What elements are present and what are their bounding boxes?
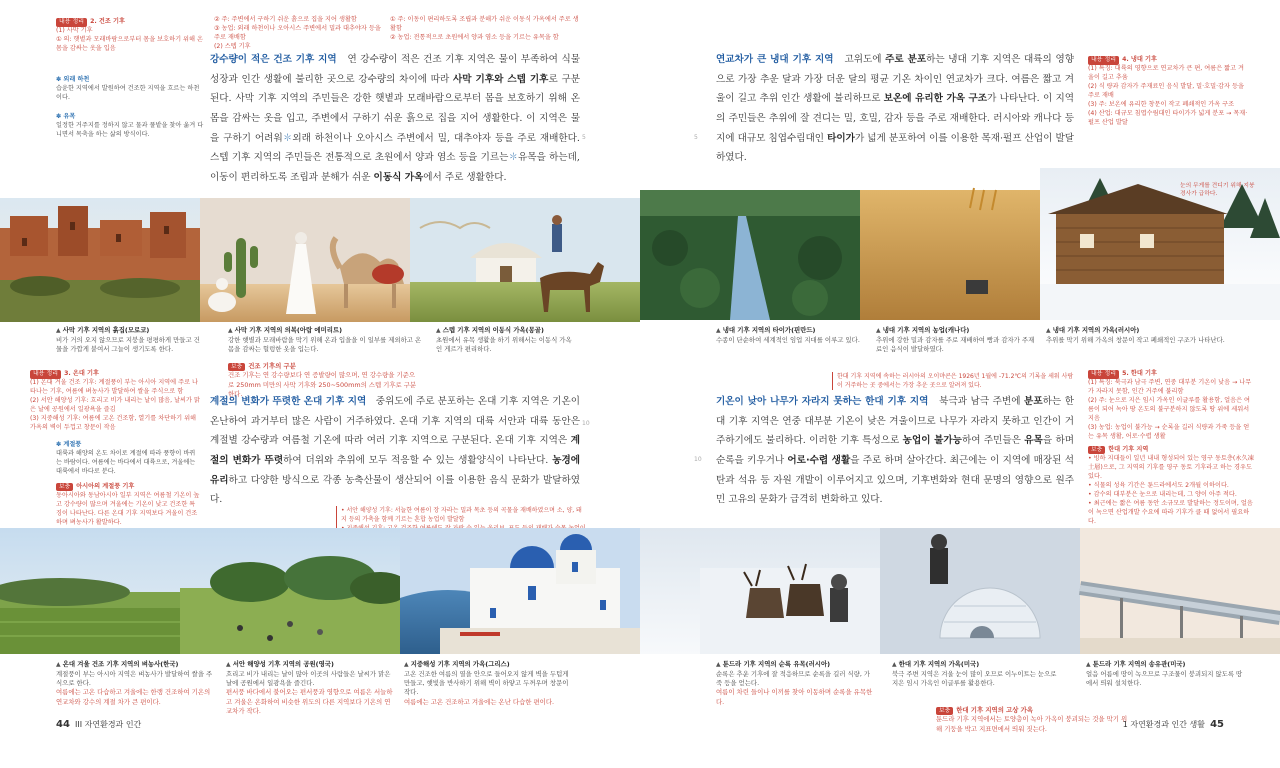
caption-mud-house <box>56 326 206 354</box>
page-folio <box>1123 719 1224 730</box>
caption-yurt <box>436 326 576 354</box>
wheat-field-icon <box>860 188 1040 320</box>
caption-note: 편서풍 바다에서 불어오는 편서풍과 영향으로 여름은 서늘하고 겨울은 온화하여 비슷한 위도의 다른 지역보다 기온의 연교차가 작다. <box>226 688 393 715</box>
page-folio <box>56 719 141 730</box>
greek-house-icon <box>400 528 640 654</box>
summary-item: (2) 스텝 기후 <box>214 42 251 50</box>
summary-title: 3. 온대 기후 <box>64 370 99 377</box>
supplement-title: 한대 기후 지역의 고상 가옥 <box>956 706 1034 714</box>
caption-title: ▲ 온대 겨울 건조 기후 지역의 벼농사(한국) <box>56 660 216 670</box>
photo-band-subarctic <box>640 168 1280 320</box>
section-heading: 계절의 변화가 뚜렷한 온대 기후 지역 <box>210 396 367 407</box>
caption-title: ▲ 스텝 기후 지역의 이동식 가옥(몽골) <box>436 326 576 336</box>
temperate-climate-illustration <box>0 528 640 654</box>
summary-title: 2. 건조 기후 <box>90 18 125 25</box>
caption-text: 흐리고 비가 내리는 날이 많아 이곳의 사람들은 날씨가 맑은 날에 공원에서 일광욕을 즐긴다. <box>226 669 391 687</box>
paragraph-text: 가 넓게 분포하여 이를 이용한 목재·펄프 산업이 발달하였다. <box>716 132 1074 164</box>
section-heading: 강수량이 적은 건조 기후 지역 <box>210 54 337 65</box>
caption-title: ▲ 사막 기후 지역의 흙집(모로코) <box>56 326 206 336</box>
line-number: 10 <box>582 420 590 427</box>
caption-text: 북극 주변 지역은 겨울 눈이 많이 오므로 이누이트는 눈으로 지은 임시 가옥인 이글루를 활용한다. <box>892 669 1057 687</box>
page-number: 44 <box>56 719 70 730</box>
reindeer-icon <box>700 564 880 654</box>
paragraph-text: 가 나타난다. 이 지역의 주민들은 추위에 잘 견디는 밀, 호밀, 감자 등을 주로 재배한다. 러시아와 캐나다 등지에 대규모 침엽수림대인 <box>716 93 1074 144</box>
caption-wheat-farm <box>876 326 1036 354</box>
summary-tag: 내용 정리 <box>1088 370 1119 379</box>
photo-band-polar <box>640 528 1280 654</box>
caption-text: 수종이 단순하여 세계적인 임업 지대를 이루고 있다. <box>716 335 860 344</box>
summary-item: ② 주: 주변에서 구하기 쉬운 흙으로 집을 지어 생활함 <box>214 16 357 23</box>
caption-title: ▲ 냉대 기후 지역의 가옥(러시아) <box>1046 326 1226 336</box>
summary-item: (2) 서안 해양성 기후: 흐리고 비가 내리는 날이 많음, 날씨가 맑은 날에 공원에서 일광욕을 즐김 <box>30 396 200 413</box>
supplement-tag: 보충 <box>1088 446 1105 454</box>
photo-band-temperate <box>0 528 640 654</box>
key-term: 주로 분포 <box>885 54 927 65</box>
paragraph-text: 을 하며 순록을 키우거나 <box>716 435 1074 466</box>
caption-text: 초원에서 유목 생활을 하기 위해서는 이동식 가옥인 게르가 편리하다. <box>436 335 572 353</box>
polar-climate-illustration <box>640 528 1280 654</box>
caption-title: ▲ 냉대 기후 지역의 타이가(핀란드) <box>716 326 866 336</box>
chapter-label: 1 자연환경과 인간 생활 <box>1122 720 1205 729</box>
caption-text: 추위를 막기 위해 가옥의 창문이 작고 폐쇄적인 구조가 나타난다. <box>1046 335 1225 344</box>
caption-text: 얼음 어름에 땅이 녹으므로 구조물이 붕괴되지 않도록 땅에서 띄워 설치한다. <box>1086 669 1243 687</box>
sidebar-temperate-summary <box>30 370 200 528</box>
summary-item: (2) 주: 눈으로 지은 임시 가옥인 이글루를 활용함, 얼음은 여름이 되어 녹아 땅 온도의 불구분하지 않도록 땅 위에 세워서 지음 <box>1088 396 1251 422</box>
summary-item: (1) 사막 기후 <box>56 26 93 34</box>
key-term: 사막 기후와 스텝 기후 <box>452 73 549 85</box>
caption-note: 여름에는 고온 건조하고 겨울에는 온난 다습한 편이다. <box>404 697 555 706</box>
paragraph-text: 하여 더위와 추위에 모두 적응할 수 있는 생활양식이 나타난다. <box>283 454 549 466</box>
summary-continued-a <box>214 16 386 52</box>
main-text-subarctic <box>716 50 1074 168</box>
caption-text: 고온 건조한 여름의 열을 안으로 들어오지 않게 벽을 두텁게 만들고, 햇빛을 반사하기 위해 벽이 하얗고 두꺼우며 창문이 작다. <box>404 669 569 697</box>
supplement-tag: 보충 <box>56 483 73 491</box>
supplement-tag: 보충 <box>936 707 953 715</box>
paragraph-text: 에서 주로 생활한다. <box>423 171 507 183</box>
section-heading: 기온이 낮아 나무가 자라지 못하는 한대 기후 지역 <box>716 396 929 407</box>
caption-igloo <box>892 660 1062 688</box>
key-term: 보온에 유리한 가옥 구조 <box>883 93 988 105</box>
supplement-text: 건조 기후는 연 강수량보다 연 증발량이 많으며, 연 강수량을 기준으로 250mm 미만의 사막 기후와 250~500mm의 스텝 기후로 구분한다. <box>228 371 417 398</box>
paragraph-text: 하고 다양한 방식으로 각종 농축산물이 생산되어 이를 이용한 음식 문화가 발달하였다. <box>210 474 580 506</box>
supplement-stilt-house <box>936 706 1132 734</box>
supplement-title: 건조 기후의 구분 <box>248 362 296 370</box>
dry-climate-illustration <box>0 198 640 322</box>
paragraph-text: 하는 냉대 기후 지역은 대륙의 영향으로 가장 추운 달과 가장 더운 달의 평균 기온 차이인 연교차가 크다. 여름은 짧고 겨울이 길고 추위 인간 생활에 불리하므로 <box>716 54 1074 105</box>
supplement-tag: 보충 <box>228 363 245 371</box>
mud-house-icon <box>0 206 210 322</box>
summary-item: ③ 농업: 외래 하천이나 오아시스 주변에서 밀과 대추야자 등을 주로 재배함 <box>214 24 381 41</box>
line-number: 5 <box>582 134 586 141</box>
main-text-dry: 강수량이 적은 건조 기후 지역 연 강수량이 적은 건조 기후 지역은 물이 부족하여 식물 성장과 인간 생활에 불리한 곳으로 강수량의 차이에 따라 사막 기후와 스텝 기후로 구분된다. 사막 기후 지역의 주민들은 강한 햇볕과 모래바람으로부터 몸을 보호하기 위해 온몸을 감싸는 옷을 입고, 주변에서 구하기 쉬운 흙으로 집을 지어 생활한다. 이 지역은 물을 구하기 어려워✽외래 하천이나 오아시스 주변에서 밀, 대추야자 등을 주로 재배한다. 스텝 기후 지역의 주민들은 전통적으로 초원에서 양과 염소 등을 기르는✽유목을 하는데, 이동이 편리하도록 조립과 분해가 쉬운 이동식 가옥에서 주로 생활한다. <box>210 54 580 183</box>
paragraph-text: 북극과 남극 주변에 <box>939 396 1021 407</box>
summary-item: (3) 지중해성 기후: 여름에 고온 건조함, 열기를 차단하기 위해 가옥의 벽이 두껍고 창문이 작음 <box>30 414 197 431</box>
sidebar-dry-summary <box>56 18 204 140</box>
summary-item: (1) 특징: 북극과 남극 주변, 연중 대부분 기온이 낮음 → 나무가 자라지 못함, 인간 거주에 불리함 <box>1088 378 1252 395</box>
photo-band-dry <box>0 198 640 322</box>
note-text: 한대 기후 지역에 속하는 러시아의 오이먀콘은 1926년 1월에 -71.2℃의 기록을 세워 사람이 거주하는 곳 중에서는 가장 추운 곳으로 알려져 있다. <box>832 372 1078 390</box>
photo-annotation: 눈의 무게를 견디기 위해 지붕 경사가 급하다. <box>1180 183 1255 198</box>
caption-text: 순록은 추운 기후에 잘 적응하므로 순록을 길러 식량, 가죽 등을 얻는다. <box>716 669 871 687</box>
summary-item: (3) 주: 보온에 유리한 창문이 작고 폐쇄적인 가옥 구조 <box>1088 100 1235 108</box>
caption-log-house <box>1046 326 1226 345</box>
gloss-title: ✽ 유목 <box>56 113 204 122</box>
gloss-title: ✽ 외래 하천 <box>56 76 204 85</box>
caption-title: ▲ 냉대 기후 지역의 농업(캐나다) <box>876 326 1036 336</box>
caption-note: 여름에는 고온 다습하고 겨울에는 한랭 건조하여 기온의 연교차와 강수의 계절 차가 큰 편이다. <box>56 688 211 706</box>
key-term: 농업이 불가능 <box>902 435 962 447</box>
caption-desert-clothing <box>228 326 423 354</box>
caption-taiga <box>716 326 866 345</box>
gloss-text: 대륙과 해양의 온도 차이로 계절에 따라 풍향이 바뀌는 바람이다. 여름에는 바다에서 대륙으로, 겨울에는 대륙에서 바다로 분다. <box>56 449 196 475</box>
page-number: 45 <box>1210 719 1224 730</box>
paragraph-text: 을 주로 하며 살아간다. 최근에는 이 지역에 매장된 석탄과 석유 등 자원 개발이 이루어지고 있으며, 기후변화와 현대 문명의 영향으로 원주민 고유의 문화가 급격히 변화하고 있다. <box>716 454 1074 506</box>
paragraph-text: 연 강수량이 적은 건조 기후 지역은 물이 부족하여 식물 성장과 인간 생활에 불리한 곳으로 강수량의 차이에 따라 <box>210 54 580 85</box>
summary-item: (1) 특징: 대륙의 영향으로 연교차가 큰 편, 여름은 짧고 겨울이 길고 추움 <box>1088 64 1245 81</box>
key-term: 유목 <box>1024 435 1043 447</box>
caption-text: 비가 거의 오지 않으므로 지붕을 평평하게 만들고 건물을 가깝게 붙여서 그늘이 생기도록 한다. <box>56 335 200 353</box>
summary-item: (1) 온대 겨울 건조 기후: 계절풍이 부는 아시아 지역에 주로 나타나는 기후, 여름에 벼농사가 발달하여 쌀을 주식으로 함 <box>30 378 198 395</box>
main-text-polar <box>716 392 1074 510</box>
summary-tag: 내용 정리 <box>1088 56 1119 65</box>
key-term: 계절의 변화가 뚜렷 <box>210 435 580 466</box>
caption-title: ▲ 서안 해양성 기후 지역의 공원(영국) <box>226 660 396 670</box>
igloo-icon <box>880 528 1080 654</box>
caption-text: 추위에 강한 밀과 감자를 주로 재배하여 빵과 감자가 주재료인 음식이 발달하였다. <box>876 335 1035 353</box>
taiga-forest-icon <box>640 190 860 320</box>
supplement-item: • 감수의 대부분은 눈으로 내리는데, 그 양이 아주 적다. <box>1088 490 1237 498</box>
line-number: 10 <box>694 456 702 463</box>
caption-text: 계절풍이 부는 아시아 지역은 벼농사가 발달하여 쌀을 주식으로 한다. <box>56 669 213 687</box>
supplement-item: • 식물의 성육 기간은 툰드라에서도 2개월 이하이다. <box>1088 481 1229 489</box>
caption-title: ▲ 지중해성 기후 지역의 가옥(그리스) <box>404 660 574 670</box>
supplement-text: 툰드라 기후 지역에서는 토양층이 녹아 가옥이 붕괴되는 것을 막기 위해 기둥을 박고 지표면에서 띄워 짓는다. <box>936 715 1128 733</box>
supplement-item: • 최근에는 짧은 여름 동안 소규모로 발달하는 정도이며, 얼음이 녹으면 산업개발 수요에 따라 기후가 클 때 없어서 필요하다. <box>1088 499 1253 525</box>
summary-continued-b <box>390 16 580 43</box>
caption-pipeline <box>1086 660 1246 688</box>
footnote-item: • 서안 해양성 기후: 서늘한 여름이 장 자라는 밀과 목초 등의 곡물을 재배하였으며 소, 양, 돼지 등의 가축을 함께 기르는 혼합 농업이 발달함 <box>341 507 582 523</box>
key-term: 이동식 가옥 <box>373 171 424 183</box>
paragraph-text: 로 구분된다. 사막 기후 지역의 주민들은 강한 햇볕과 모래바람으로부터 몸을 보호하기 위해 온몸을 감싸는 옷을 입고, 주변에서 구하기 쉬운 흙으로 집을 지어 생활한다. 이 지역은 물을 구하기 어려워 <box>210 73 580 144</box>
summary-item: ① 의: 햇볕과 모래바람으로부터 몸을 보호하기 위해 온몸을 감싸는 옷을 입음 <box>56 35 203 52</box>
gloss-text: 일정한 거주지를 정하지 않고 물과 풀밭을 찾아 옮겨 다니면서 목축을 하는 삶의 방식이다. <box>56 121 204 138</box>
supplement-item: • 빙하 지대들이 일년 내내 형성되어 있는 영구 동토층(永久凍土層)으로, 그 지역의 기후를 영구 동토 기후라고 하는 경우도 있다. <box>1088 454 1254 480</box>
section-heading: 연교차가 큰 냉대 기후 지역 <box>716 54 834 65</box>
main-text-temperate <box>210 392 580 510</box>
caption-title: ▲ 툰드라 기후 지역의 순록 유목(러시아) <box>716 660 876 670</box>
caption-title: ▲ 한대 기후 지역의 가옥(미국) <box>892 660 1062 670</box>
key-term: 타이가 <box>827 132 855 144</box>
supplement-title: 한대 기후 지역 <box>1108 445 1149 453</box>
sidebar-polar-summary <box>1088 370 1254 527</box>
summary-title: 4. 냉대 기후 <box>1122 56 1157 63</box>
caption-note: 여름이 차린 들이나 이끼를 찾아 이동하며 순록을 유목한다. <box>716 688 873 706</box>
chapter-label: III 자연환경과 인간 <box>75 720 142 729</box>
paragraph-text: 유목을 하는데, 이동이 편리하도록 조립과 분해가 쉬운 <box>210 152 580 183</box>
key-term: 어로·수렵 생활 <box>787 454 851 466</box>
pipeline-icon <box>1080 528 1280 654</box>
key-term: 농경에 유리 <box>210 454 580 486</box>
caption-title: ▲ 툰드라 기후 지역의 송유관(미국) <box>1086 660 1246 670</box>
summary-item: ① 주: 이동이 편리하도록 조립과 분해가 쉬운 이동식 가옥에서 주로 생활함 <box>390 16 579 32</box>
paragraph-text: 외래 하천이나 오아시스 주변에서 밀, 대추야자 등을 주로 재배한다. 스텝 기후 지역의 주민들은 전통적으로 초원에서 양과 염소 등을 기르는 <box>210 132 580 164</box>
line-number: 5 <box>694 134 698 141</box>
summary-tag: 내용 정리 <box>56 18 87 27</box>
paragraph-text: 중위도에 주로 분포하는 온대 기후 지역은 기온이 온난하여 과거부터 많은 사람이 거주하였다. 온대 기후 지역의 대륙 서안과 대륙 동안은 계절별 강수량과 여름철 기온에 따라 여러 기후 지역으로 구분된다. 온대 기후 지역은 <box>210 396 580 447</box>
summary-tag: 내용 정리 <box>30 370 61 379</box>
caption-title: ▲ 사막 기후 지역의 의복(아랍 에미리트) <box>228 326 423 336</box>
right-page <box>640 0 1280 768</box>
supplement-title: 아시아의 계절풍 기후 <box>76 482 135 490</box>
caption-park <box>226 660 396 716</box>
key-term: 분포 <box>1024 396 1043 407</box>
summary-item: (3) 농업: 농업이 불가능 → 순록을 길러 식량과 가죽 등을 얻는 유목 생활, 어로·수렵 생활 <box>1088 423 1250 440</box>
caption-rice-paddy <box>56 660 216 707</box>
paragraph-text: 하여 주민들은 <box>961 435 1021 447</box>
sidebar-subarctic-summary <box>1088 56 1248 128</box>
summary-item: (2) 식 량과 감자가 주재료인 음식 발달, 밀·호밀·감자 등을 주로 재배 <box>1088 82 1244 99</box>
caption-greek-house <box>404 660 574 707</box>
paragraph-text: 하는 한대 기후 지역은 연중 대부분 기온이 낮은 겨울이므로 나무가 자라지 못하고 인간이 거주하기에도 불리하다. 이러한 기후 특성으로 <box>716 396 1074 447</box>
caption-reindeer <box>716 660 876 707</box>
caption-text: 강한 햇볕과 모래바람을 막기 위해 온과 입을을 이 일부를 제외하고 온몸을 감싸는 헐렁한 옷을 입는다. <box>228 335 422 353</box>
paragraph-text: 고위도에 <box>844 54 882 65</box>
summary-item: ② 농업: 전통적으로 초원에서 양과 염소 등을 기르는 유목을 함 <box>390 33 559 41</box>
summary-title: 5. 한대 기후 <box>1122 370 1157 377</box>
supplement-text: 동아시아와 동남아시아 일부 지역은 여름철 기온이 높고 강수량이 많으며 겨울에는 기온이 낮고 건조한 특징이 나타난다. 다른 온대 기후 지역보다 겨울이 건조하며 벼농사가 활발하다. <box>56 491 200 526</box>
gloss-title: ✽ 계절풍 <box>30 441 200 450</box>
gloss-text: 습윤한 지역에서 발원하여 건조한 지역을 흐르는 하천이다. <box>56 84 200 101</box>
note-oymyakon <box>832 372 1078 390</box>
summary-item: (4) 산업: 대규모 침엽수림대인 타이가가 넓게 분포 → 목재·펄프 산업 발달 <box>1088 109 1248 126</box>
